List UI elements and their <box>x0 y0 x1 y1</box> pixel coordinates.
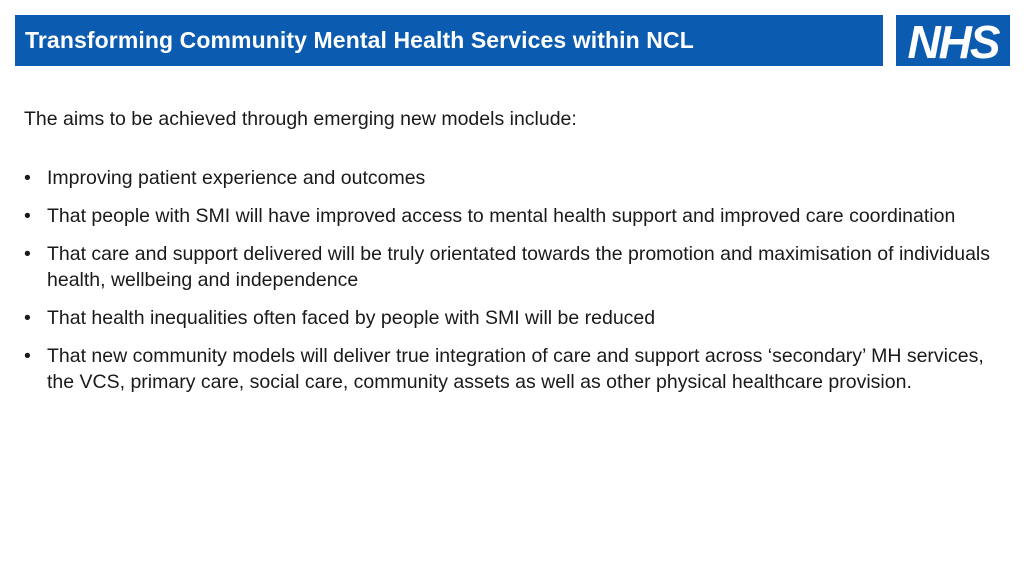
nhs-logo-text: NHS <box>907 16 999 66</box>
nhs-logo-icon <box>896 15 1010 66</box>
bullet-icon: • <box>24 307 31 329</box>
slide-title: Transforming Community Mental Health Services within NCL <box>25 27 694 53</box>
list-item-text: That care and support delivered will be truly orientated towards the promotion and maximisation of individuals health, wellbeing and independence <box>47 243 990 291</box>
bullet-icon: • <box>24 167 31 189</box>
bullet-icon: • <box>24 243 31 265</box>
bullet-icon: • <box>24 205 31 227</box>
list-item <box>24 305 999 331</box>
nhs-logo <box>896 15 1010 66</box>
title-bar <box>15 15 883 66</box>
list-item-text: That health inequalities often faced by people with SMI will be reduced <box>47 307 656 329</box>
intro-text: The aims to be achieved through emerging new models include: <box>24 108 577 130</box>
bullet-icon: • <box>24 345 31 367</box>
list-item-text: That people with SMI will have improved access to mental health support and improved care coordination <box>47 205 956 227</box>
list-item <box>24 165 999 191</box>
list-item <box>24 203 999 229</box>
aims-list <box>24 165 999 407</box>
list-item <box>24 241 999 293</box>
list-item-text: That new community models will deliver true integration of care and support across ‘secondary’ MH services, the VCS, primary care, social care, community assets as well as other physical healthcare provision. <box>47 345 984 393</box>
list-item-text: Improving patient experience and outcomes <box>47 167 426 189</box>
list-item <box>24 343 999 395</box>
